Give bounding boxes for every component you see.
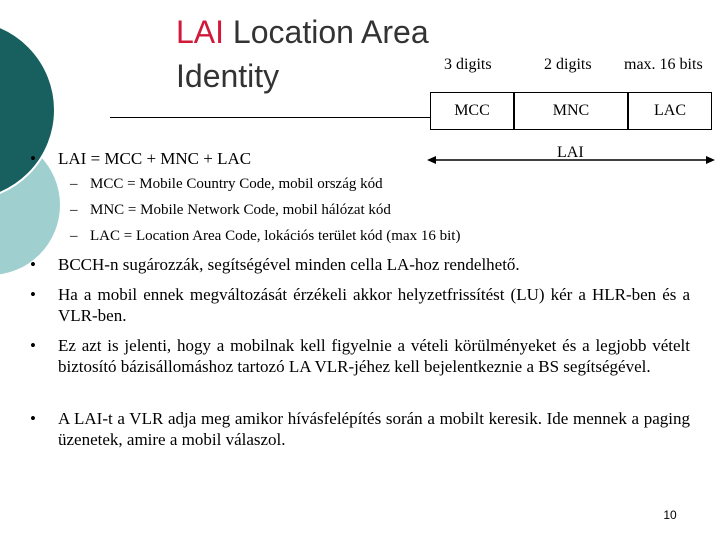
bullet-marker: •: [30, 409, 36, 428]
sub-bullet-marker: –: [70, 228, 78, 244]
field-label-mnc: MNC: [552, 102, 590, 119]
digits-label-mnc: 2 digits: [544, 56, 592, 73]
sub-bullet-text: MNC = Mobile Network Code, mobil hálózat kód: [90, 202, 391, 218]
slide-title-line2: Identity: [176, 58, 280, 94]
digits-label-mcc: 3 digits: [444, 56, 492, 73]
bullet-text: A LAI-t a VLR adja meg amikor hívásfelépítés során a mobilt keresik. Ide mennek a paging üzenetek, amire a mobil válaszol.: [58, 409, 690, 449]
identity-line: [110, 117, 430, 118]
bullet-marker: •: [30, 255, 36, 274]
sub-bullet-marker: –: [70, 202, 78, 218]
bullet-item: [30, 254, 690, 276]
bullet-text: Ha a mobil ennek megváltozását érzékeli akkor helyzetfrissítést (LU) kér a HLR-ben és a VLR-ben.: [58, 285, 690, 325]
bullet-marker: •: [30, 285, 36, 304]
title-accent: LAI: [176, 14, 225, 50]
sub-bullet-text: LAC = Location Area Code, lokációs terület kód (max 16 bit): [90, 228, 461, 244]
field-box-mnc: [514, 92, 628, 130]
field-label-mcc: MCC: [454, 102, 490, 119]
bullet-item: [30, 148, 430, 170]
bullet-marker: •: [30, 149, 36, 168]
bullet-marker: •: [30, 336, 36, 355]
bullet-text: BCCH-n sugározzák, segítségével minden cella LA-hoz rendelhető.: [58, 255, 520, 274]
sub-bullet-text: MCC = Mobile Country Code, mobil ország kód: [90, 176, 383, 192]
title-rest: Location Area: [224, 14, 429, 50]
field-box-mcc: [430, 92, 514, 130]
field-label-lac: LAC: [654, 102, 686, 119]
bullet-item: [30, 408, 690, 452]
field-box-lac: [628, 92, 712, 130]
bullet-item: [30, 284, 690, 328]
bullet-item: [30, 335, 690, 401]
page-number: 10: [663, 508, 677, 522]
bullet-text: Ez azt is jelenti, hogy a mobilnak kell figyelnie a vételi körülményeket és a legjobb vételt biztosító bázisállomáshoz tartozó LA VLR-jéhez kell bejelentkeznie a BS segítségével.: [58, 336, 690, 376]
digits-label-lac: max. 16 bits: [624, 56, 703, 73]
sub-bullet-marker: –: [70, 176, 78, 192]
lai-span-label: LAI: [557, 144, 584, 161]
slide-title-line1: [176, 14, 429, 50]
bullet-text: LAI = MCC + MNC + LAC: [58, 149, 252, 168]
